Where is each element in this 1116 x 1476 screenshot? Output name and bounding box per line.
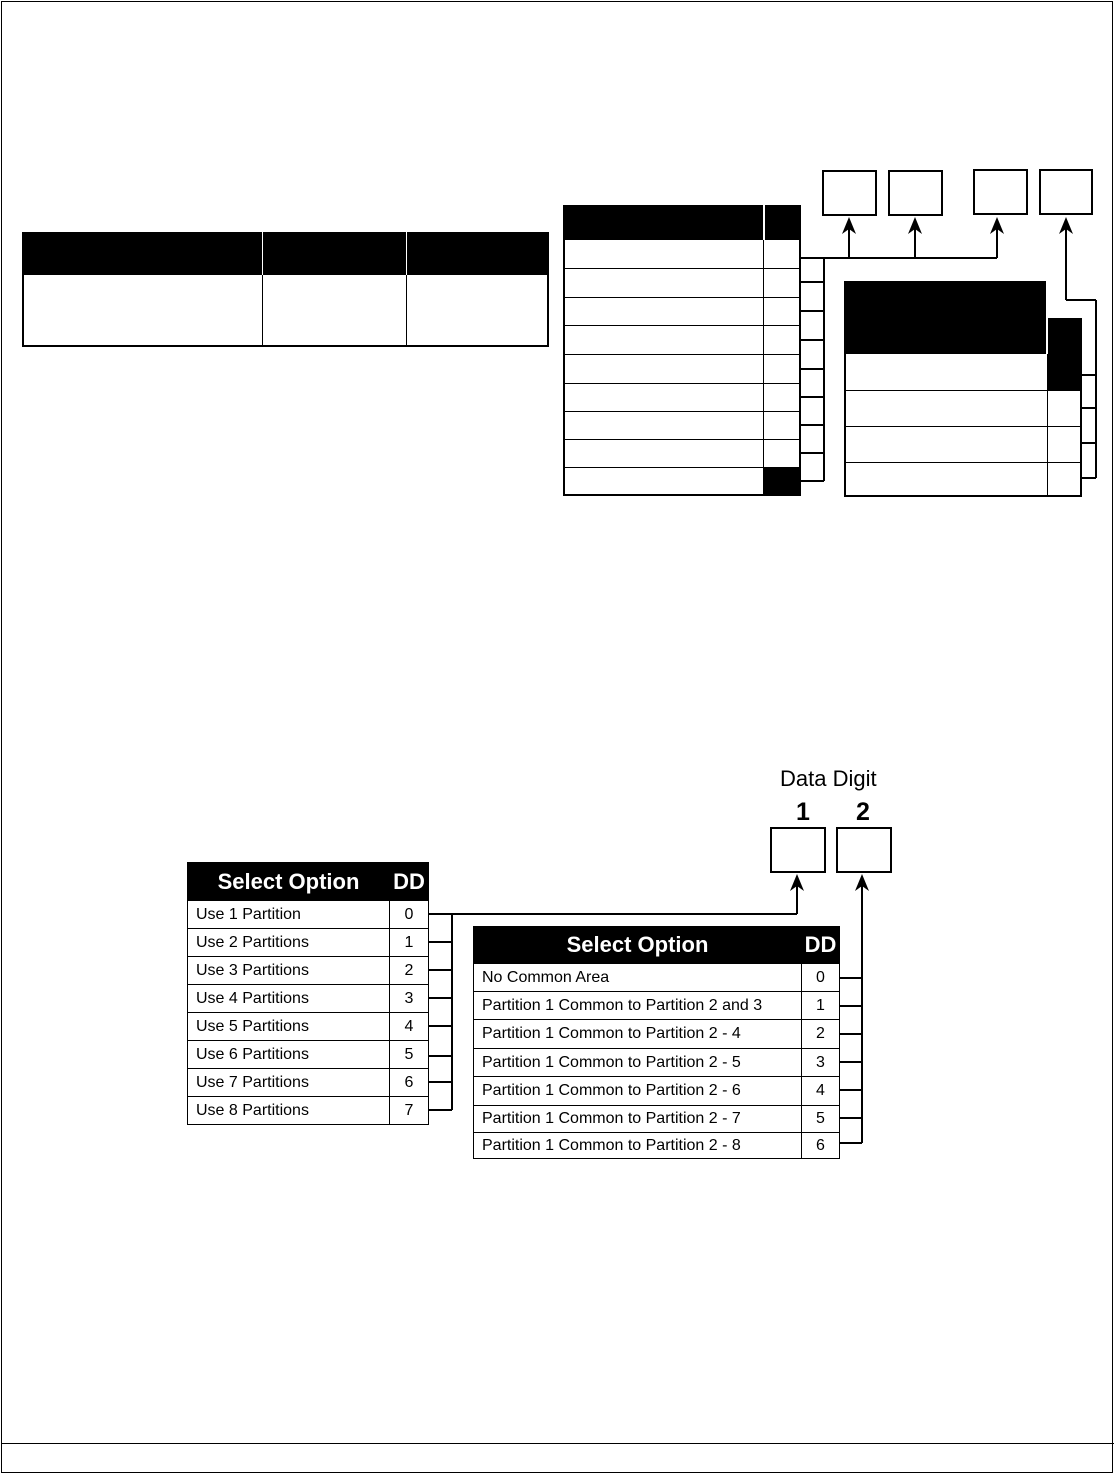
option-label: Use 8 Partitions	[188, 1097, 390, 1125]
header-dd: DD	[802, 927, 840, 964]
top-connector-lines	[0, 0, 1116, 520]
digit-2-label: 2	[856, 798, 870, 826]
option-label: Use 6 Partitions	[188, 1041, 390, 1069]
digit-1-label: 1	[796, 798, 810, 826]
option-dd: 2	[390, 957, 429, 985]
option-dd: 0	[802, 964, 840, 992]
option-dd: 2	[802, 1020, 840, 1049]
bottom-connector-lines	[0, 700, 1116, 1180]
option-label: Use 5 Partitions	[188, 1013, 390, 1041]
header-dd: DD	[390, 863, 429, 901]
option-label: Partition 1 Common to Partition 2 - 8	[474, 1133, 802, 1159]
option-dd: 4	[802, 1077, 840, 1106]
option-label: Use 4 Partitions	[188, 985, 390, 1013]
option-label: Partition 1 Common to Partition 2 - 4	[474, 1020, 802, 1049]
option-label: No Common Area	[474, 964, 802, 992]
data-digit-caption: Data Digit	[780, 766, 877, 791]
footer-rule	[1, 1443, 1114, 1444]
option-dd: 6	[802, 1133, 840, 1159]
option-dd: 1	[802, 992, 840, 1020]
option-label: Use 2 Partitions	[188, 929, 390, 957]
option-label: Partition 1 Common to Partition 2 and 3	[474, 992, 802, 1020]
option-dd: 4	[390, 1013, 429, 1041]
option-label: Partition 1 Common to Partition 2 - 7	[474, 1106, 802, 1133]
option-label: Use 3 Partitions	[188, 957, 390, 985]
option-dd: 6	[390, 1069, 429, 1097]
header-select-option: Select Option	[188, 863, 390, 901]
option-dd: 1	[390, 929, 429, 957]
option-dd: 0	[390, 901, 429, 929]
option-dd: 3	[802, 1049, 840, 1077]
header-select-option: Select Option	[474, 927, 802, 964]
option-label: Use 1 Partition	[188, 901, 390, 929]
option-label: Partition 1 Common to Partition 2 - 5	[474, 1049, 802, 1077]
option-dd: 3	[390, 985, 429, 1013]
option-label: Partition 1 Common to Partition 2 - 6	[474, 1077, 802, 1106]
option-dd: 7	[390, 1097, 429, 1125]
option-dd: 5	[802, 1106, 840, 1133]
option-dd: 5	[390, 1041, 429, 1069]
option-label: Use 7 Partitions	[188, 1069, 390, 1097]
